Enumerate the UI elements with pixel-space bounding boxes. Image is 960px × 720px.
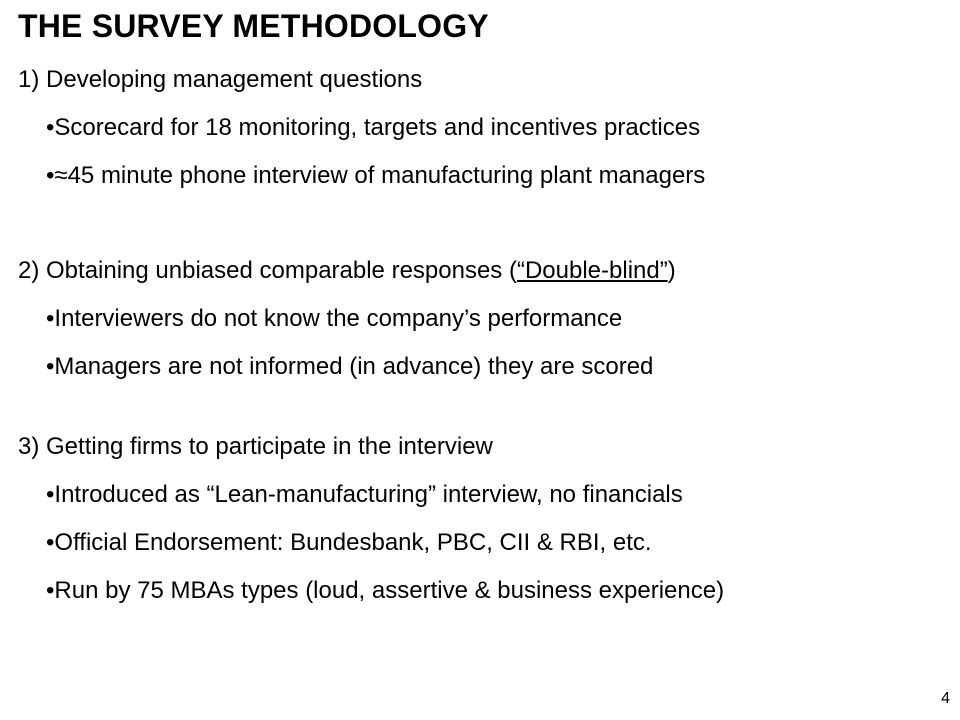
bullet-text: Scorecard for 18 monitoring, targets and incentives practices bbox=[54, 114, 701, 141]
bullet-mark: • bbox=[46, 529, 55, 556]
bullet-text: ≈45 minute phone interview of manufacturing plant managers bbox=[54, 162, 706, 189]
slide-title: THE SURVEY METHODOLOGY bbox=[18, 8, 489, 44]
bullet-text: Interviewers do not know the company’s performance bbox=[54, 305, 623, 332]
double-blind-link[interactable]: “Double-blind” bbox=[516, 257, 668, 284]
bullet-mark: • bbox=[46, 481, 55, 508]
bullet-text: Official Endorsement: Bundesbank, PBC, CII & RBI, etc. bbox=[54, 529, 652, 556]
bullet-item bbox=[46, 481, 683, 509]
bullet-mark: • bbox=[46, 305, 55, 332]
bullet-item bbox=[46, 305, 622, 333]
bullet-text: Run by 75 MBAs types (loud, assertive & business experience) bbox=[54, 577, 725, 604]
bullet-mark: • bbox=[46, 353, 55, 380]
bullet-item bbox=[46, 162, 705, 190]
bullet-mark: • bbox=[46, 114, 55, 141]
bullet-text: Managers are not informed (in advance) they are scored bbox=[54, 353, 654, 380]
bullet-item bbox=[46, 114, 700, 142]
heading-text: 2) Obtaining unbiased comparable responses ( bbox=[18, 257, 517, 284]
section-heading-getting-firms: 3) Getting firms to participate in the interview bbox=[18, 433, 493, 460]
bullet-item bbox=[46, 353, 653, 381]
bullet-text: Introduced as “Lean-manufacturing” interview, no financials bbox=[54, 481, 683, 508]
bullet-item bbox=[46, 577, 724, 605]
bullet-item bbox=[46, 529, 652, 557]
bullet-mark: • bbox=[46, 577, 55, 604]
section-heading-developing-questions: 1) Developing management questions bbox=[18, 66, 423, 93]
page-number: 4 bbox=[941, 690, 950, 707]
bullet-mark: • bbox=[46, 162, 55, 189]
section-heading-unbiased-responses bbox=[18, 257, 676, 285]
heading-text-end: ) bbox=[667, 257, 676, 284]
